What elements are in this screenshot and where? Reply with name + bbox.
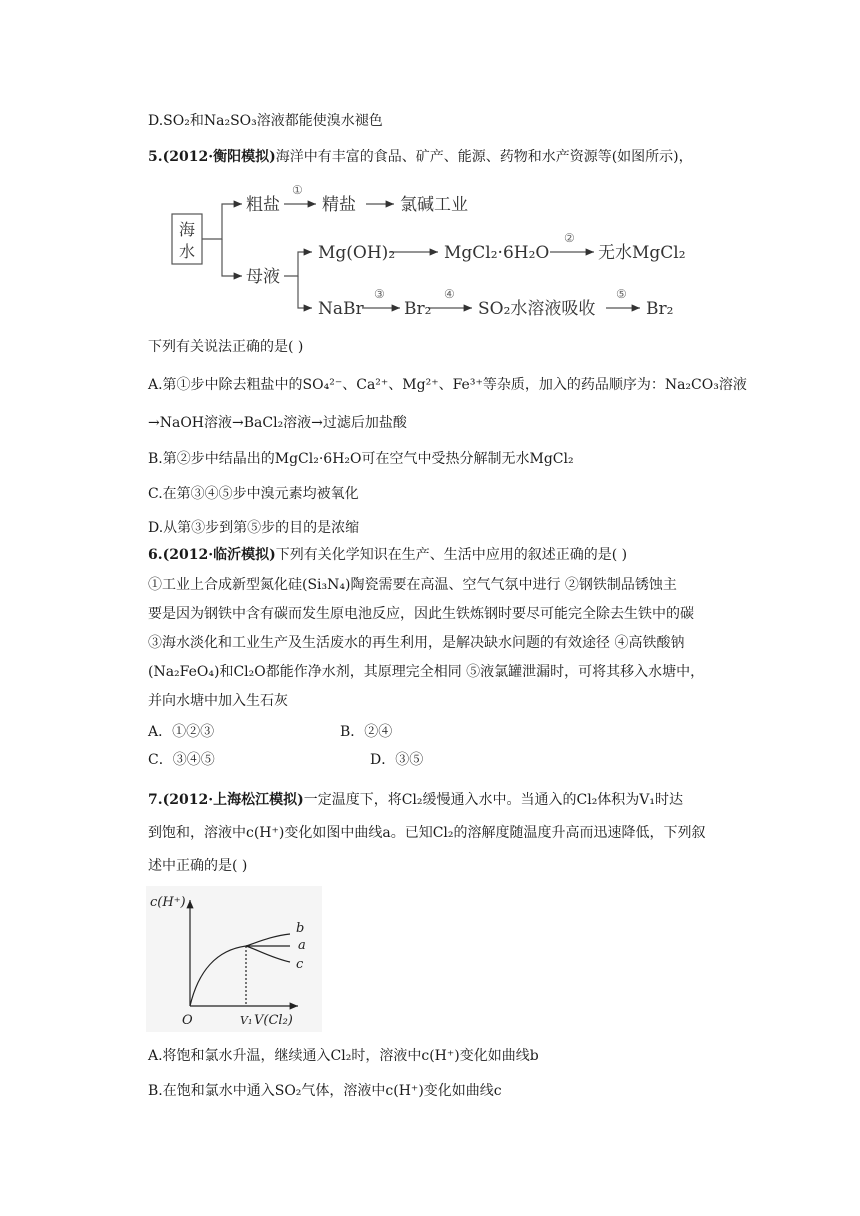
q5-option-b: B.第②步中结晶出的MgCl₂·6H₂O可在空气中受热分解制无水MgCl₂ xyxy=(148,451,574,467)
br2-first: Br₂ xyxy=(404,299,432,319)
curve-c-label: c xyxy=(296,957,304,972)
curve-a-label: a xyxy=(298,938,306,953)
step-1-marker: ① xyxy=(292,183,303,197)
q5-ask: 下列有关说法正确的是( ) xyxy=(148,339,304,355)
y-axis-label: c(H⁺) xyxy=(150,895,186,910)
curve-b-label: b xyxy=(296,921,305,936)
q7-option-b: B.在饱和氯水中通入SO₂气体，溶液中c(H⁺)变化如曲线c xyxy=(148,1083,502,1099)
v1-label: V₁ xyxy=(240,1014,253,1027)
br2-second: Br₂ xyxy=(646,299,674,319)
q6-text: 下列有关化学知识在生产、生活中应用的叙述正确的是( ) xyxy=(275,547,628,563)
mgcl2-hydrate: MgCl₂·6H₂O xyxy=(444,243,550,263)
q7-line-1: 一定温度下，将Cl₂缓慢通入水中。当通入的Cl₂体积为V₁时达 xyxy=(303,792,684,808)
q6-option-b: B．②④ xyxy=(340,724,393,740)
q5-flow-diagram xyxy=(166,180,706,326)
step-3-marker: ③ xyxy=(374,287,385,301)
q6-option-c: C．③④⑤ xyxy=(148,752,215,768)
nabr: NaBr xyxy=(318,299,364,319)
q6-line-4: (Na₂FeO₄)和Cl₂O都能作净水剂，其原理完全相同 ⑤液氯罐泄漏时，可将其移入水塘中， xyxy=(148,664,705,680)
refined-salt: 精盐 xyxy=(322,195,356,215)
step-4-marker: ④ xyxy=(444,287,455,301)
q4-option-d: D.SO₂和Na₂SO₃溶液都能使溴水褪色 xyxy=(148,113,383,129)
q5-option-a-line2: →NaOH溶液→BaCl₂溶液→过滤后加盐酸 xyxy=(148,415,407,431)
q6-option-a: A．①②③ xyxy=(148,724,215,740)
chlor-alkali: 氯碱工业 xyxy=(400,195,468,215)
q5-option-c: C.在第③④⑤步中溴元素均被氧化 xyxy=(148,486,359,502)
q7-option-a: A.将饱和氯水升温，继续通入Cl₂时，溶液中c(H⁺)变化如曲线b xyxy=(148,1048,539,1064)
q6-line-1: ①工业上合成新型氮化硅(Si₃N₄)陶瓷需要在高温、空气气氛中进行 ②钢铁制品锈蚀主 xyxy=(148,577,677,593)
sea-label-1: 海 xyxy=(179,220,196,239)
q7-source: 7.(2012·上海松江模拟) xyxy=(148,792,304,808)
step-2-marker: ② xyxy=(564,231,575,245)
q7-stem xyxy=(148,790,683,810)
mother-liquor: 母液 xyxy=(246,267,280,287)
q5-option-a-line1: A.第①步中除去粗盐中的SO₄²⁻、Ca²⁺、Mg²⁺、Fe³⁺等杂质，加入的药品顺序为：Na₂CO₃溶液 xyxy=(148,377,747,393)
q5-stem xyxy=(148,147,693,167)
q6-line-5: 并向水塘中加入生石灰 xyxy=(148,693,288,709)
mgoh2: Mg(OH)₂ xyxy=(318,243,396,263)
q7-line-2: 到饱和，溶液中c(H⁺)变化如图中曲线a。已知Cl₂的溶解度随温度升高而迅速降低，下列叙 xyxy=(148,825,706,841)
q5-option-d: D.从第③步到第⑤步的目的是浓缩 xyxy=(148,520,360,536)
q7-graph xyxy=(146,886,322,1032)
q6-line-2: 要是因为钢铁中含有碳而发生原电池反应，因此生铁炼钢时要尽可能完全除去生铁中的碳 xyxy=(148,606,694,622)
anhydrous-mgcl2: 无水MgCl₂ xyxy=(598,243,686,263)
so2-absorb: SO₂水溶液吸收 xyxy=(478,299,596,319)
q6-line-3: ③海水淡化和工业生产及生活废水的再生利用，是解决缺水问题的有效途径 ④高铁酸钠 xyxy=(148,635,685,651)
origin-label: O xyxy=(182,1013,193,1028)
q6-option-d: D．③⑤ xyxy=(370,752,424,768)
crude-salt: 粗盐 xyxy=(246,195,280,215)
q5-source: 5.(2012·衡阳模拟) xyxy=(148,149,276,165)
q5-text: 海洋中有丰富的食品、矿产、能源、药物和水产资源等(如图所示)， xyxy=(275,149,693,165)
q6-stem xyxy=(148,545,627,565)
sea-label-2: 水 xyxy=(179,242,196,261)
q7-line-3: 述中正确的是( ) xyxy=(148,858,248,874)
x-axis-label: V(Cl₂) xyxy=(254,1013,293,1028)
q6-source: 6.(2012·临沂模拟) xyxy=(148,547,276,563)
step-5-marker: ⑤ xyxy=(616,287,627,301)
